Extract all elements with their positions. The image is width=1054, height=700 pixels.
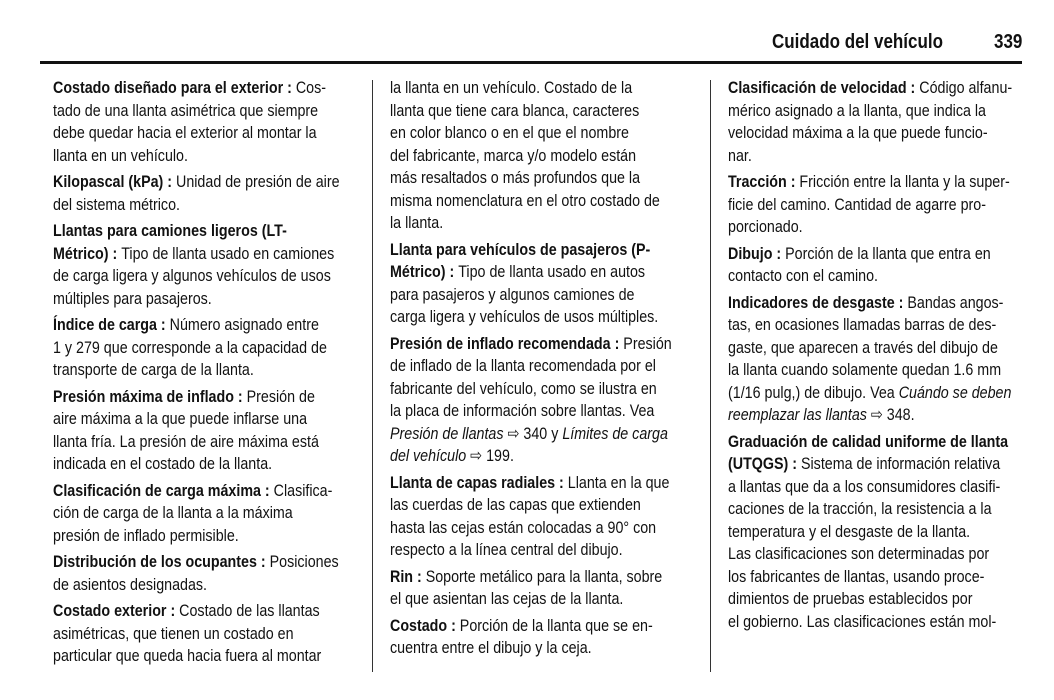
definition-text: ⇨ 348. <box>866 405 915 424</box>
text-line <box>728 292 1004 315</box>
glossary-entry <box>53 551 353 596</box>
text-line <box>728 382 1012 405</box>
glossary-entry <box>728 171 1028 239</box>
term: Llantas para camiones ligeros (LT- <box>53 221 287 240</box>
text-line: asimétricas, que tienen un costado en <box>53 623 294 643</box>
cross-reference[interactable]: Límites de carga <box>562 423 668 443</box>
definition-text: Número asignado entre <box>169 315 319 334</box>
definition-text: (1/16 pulg,) de dibujo. Vea <box>728 382 899 402</box>
glossary-entry <box>390 77 690 235</box>
text-line: 1 y 279 que corresponde a la capacidad de <box>53 337 327 357</box>
text-line: la llanta. <box>390 213 444 232</box>
term: Presión de inflado recomendada : <box>390 333 624 353</box>
text-line: la placa de información sobre llantas. Vea <box>390 401 655 420</box>
term: Indicadores de desgaste : <box>728 292 908 312</box>
definition-text: Llanta en la que <box>567 472 670 492</box>
text-line: ción de carga de la llanta a la máxima <box>53 503 293 522</box>
text-line <box>53 480 333 503</box>
glossary-entry <box>390 615 690 660</box>
text-line <box>390 445 642 468</box>
text-line: a llantas que da a los consumidores clasifi- <box>728 476 1001 496</box>
cross-reference[interactable]: del vehículo <box>390 446 467 465</box>
definition-text: Costado de las llantas <box>179 601 320 620</box>
column-2 <box>390 77 690 664</box>
column-3 <box>728 77 1028 637</box>
text-line <box>53 220 305 243</box>
text-line <box>53 314 319 337</box>
term: Graduación de calidad uniforme de llanta <box>728 431 1009 451</box>
text-line: del fabricante, marca y/o modelo están <box>390 145 637 165</box>
definition-text: Tipo de llanta usado en autos <box>458 262 646 281</box>
definition-text: Fricción entre la llanta y la super- <box>799 172 1010 191</box>
text-line <box>390 472 670 495</box>
column-1 <box>53 77 353 672</box>
text-line <box>728 453 1001 476</box>
text-line: de inflado de la llanta recomendada por el <box>390 356 656 375</box>
definition-text: Presión de <box>246 386 315 406</box>
text-line <box>390 261 646 284</box>
glossary-entry <box>53 77 353 167</box>
text-line: misma nomenclatura en el otro costado de <box>390 190 660 210</box>
text-line: de asientos designadas. <box>53 574 208 594</box>
column-divider <box>710 80 711 672</box>
glossary-entry <box>53 220 353 310</box>
cross-reference[interactable]: reemplazar las llantas <box>728 405 867 424</box>
term: Llanta para vehículos de pasajeros (P- <box>390 239 651 259</box>
glossary-entry <box>390 239 690 329</box>
text-line: tas, en ocasiones llamadas barras de des- <box>728 315 997 334</box>
text-line: ficie del camino. Cantidad de agarre pro- <box>728 194 986 214</box>
text-line <box>53 77 326 100</box>
text-line <box>53 551 339 574</box>
term: Costado exterior : <box>53 601 180 620</box>
text-line <box>53 171 340 194</box>
text-line: llanta en un vehículo. <box>53 145 188 165</box>
header-rule <box>40 61 1022 64</box>
column-divider <box>372 80 373 672</box>
text-line: llanta fría. La presión de aire máxima está <box>53 431 319 451</box>
text-line <box>728 404 980 427</box>
text-line <box>390 615 653 638</box>
term: (UTQGS) : <box>728 454 801 473</box>
text-line: respecto a la línea central del dibujo. <box>390 540 623 559</box>
definition-text: ⇨ 199. <box>466 446 514 465</box>
text-line <box>728 431 1009 454</box>
glossary-entry <box>53 314 353 382</box>
text-line: múltiples para pasajeros. <box>53 288 212 308</box>
cross-reference[interactable]: Presión de llantas <box>390 423 504 443</box>
definition-text: Bandas angos- <box>907 292 1004 312</box>
text-line <box>728 243 991 266</box>
definition-text: Tipo de llanta usado en camiones <box>121 243 335 263</box>
definition-text: Unidad de presión de aire <box>176 172 340 191</box>
term: Clasificación de carga máxima : <box>53 480 274 500</box>
glossary-entry <box>53 171 353 216</box>
term: Rin : <box>390 566 426 586</box>
text-line: velocidad máxima a la que puede funcio- <box>728 123 988 142</box>
text-line <box>390 239 651 262</box>
glossary-entry <box>728 77 1028 167</box>
term: Tracción : <box>728 172 800 191</box>
text-line: porcionado. <box>728 217 803 236</box>
text-line <box>53 243 335 266</box>
definition-text: ⇨ 340 y <box>503 423 563 443</box>
text-line <box>390 333 672 356</box>
term: Clasificación de velocidad : <box>728 78 920 97</box>
text-line: en color blanco o en el que el nombre <box>390 123 629 142</box>
glossary-entry <box>53 480 353 548</box>
glossary-entry <box>728 431 1028 634</box>
text-line <box>53 386 315 409</box>
term: Índice de carga : <box>53 315 170 334</box>
definition-text: Soporte metálico para la llanta, sobre <box>425 566 663 586</box>
glossary-entry <box>728 292 1028 427</box>
text-line: gaste, que aparecen a través del dibujo de <box>728 337 998 357</box>
text-line: temperatura y el desgaste de la llanta. <box>728 521 971 541</box>
glossary-entry <box>390 566 690 611</box>
text-line: Las clasificaciones son determinadas por <box>728 544 990 563</box>
glossary-entry <box>390 333 690 468</box>
term: Kilopascal (kPa) : <box>53 172 177 191</box>
term: Métrico) : <box>390 262 459 281</box>
term: Distribución de los ocupantes : <box>53 552 270 571</box>
text-line <box>728 77 1013 100</box>
term: Llanta de capas radiales : <box>390 472 568 492</box>
text-line: mérico asignado a la llanta, que indica la <box>728 100 986 120</box>
text-line: aire máxima a la que puede inflarse una <box>53 409 308 428</box>
text-line: la llanta cuando solamente quedan 1.6 mm <box>728 360 1002 379</box>
text-line: carga ligera y vehículos de usos múltiples. <box>390 307 659 326</box>
text-line: las cuerdas de las capas que extienden <box>390 495 641 514</box>
cross-reference[interactable]: Cuándo se deben <box>898 382 1012 402</box>
text-line: indicada en el costado de la llanta. <box>53 454 273 473</box>
glossary-entry <box>53 600 353 668</box>
text-line: contacto con el camino. <box>728 266 879 285</box>
text-line: para pasajeros y algunos camiones de <box>390 284 635 304</box>
text-line: la llanta en un vehículo. Costado de la <box>390 78 633 97</box>
text-line: tado de una llanta asimétrica que siempre <box>53 100 319 120</box>
text-line: fabricante del vehículo, como se ilustra en <box>390 378 657 398</box>
glossary-entry <box>390 472 690 562</box>
glossary-entry <box>53 386 353 476</box>
definition-text: Presión <box>623 333 672 353</box>
term: Dibujo : <box>728 243 786 263</box>
text-line: debe quedar hacia el exterior al montar la <box>53 123 317 142</box>
definition-text: Porción de la llanta que entra en <box>785 243 991 263</box>
definition-text: Sistema de información relativa <box>800 454 1001 473</box>
definition-text: Código alfanu- <box>919 78 1013 97</box>
text-line: el gobierno. Las clasificaciones están mol- <box>728 611 997 631</box>
term: Costado diseñado para el exterior : <box>53 78 296 97</box>
text-line: transporte de carga de la llanta. <box>53 360 254 379</box>
text-line: hasta las cejas están colocadas a 90° con <box>390 517 657 537</box>
definition-text: Cos- <box>295 78 326 97</box>
page-number: 339 <box>994 31 1023 53</box>
text-line: de carga ligera y algunos vehículos de usos <box>53 266 331 285</box>
text-line: más resaltados o más profundos que la <box>390 168 641 187</box>
text-line <box>390 566 663 589</box>
glossary-entry <box>728 243 1028 288</box>
text-line: particular que queda hacia fuera al montar <box>53 646 322 665</box>
definition-text: Posiciones <box>269 552 339 571</box>
text-line <box>390 423 668 446</box>
definition-text: Porción de la llanta que se en- <box>459 615 653 635</box>
text-line: del sistema métrico. <box>53 194 180 214</box>
text-line: dimientos de pruebas establecidos por <box>728 589 973 608</box>
text-line: presión de inflado permisible. <box>53 525 239 545</box>
definition-text: Clasifica- <box>273 480 333 500</box>
term: Costado : <box>390 615 460 635</box>
text-line: cuentra entre el dibujo y la ceja. <box>390 638 592 657</box>
text-line: nar. <box>728 145 752 165</box>
text-line: el que asientan las cejas de la llanta. <box>390 589 624 608</box>
term: Métrico) : <box>53 243 122 263</box>
term: Presión máxima de inflado : <box>53 386 247 406</box>
section-title: Cuidado del vehículo <box>772 31 943 53</box>
text-line: los fabricantes de llantas, usando proce- <box>728 566 985 586</box>
text-line: caciones de la tracción, la resistencia a la <box>728 499 992 518</box>
text-line <box>53 600 320 623</box>
text-line <box>728 171 1010 194</box>
text-line: llanta que tiene cara blanca, caracteres <box>390 100 640 120</box>
